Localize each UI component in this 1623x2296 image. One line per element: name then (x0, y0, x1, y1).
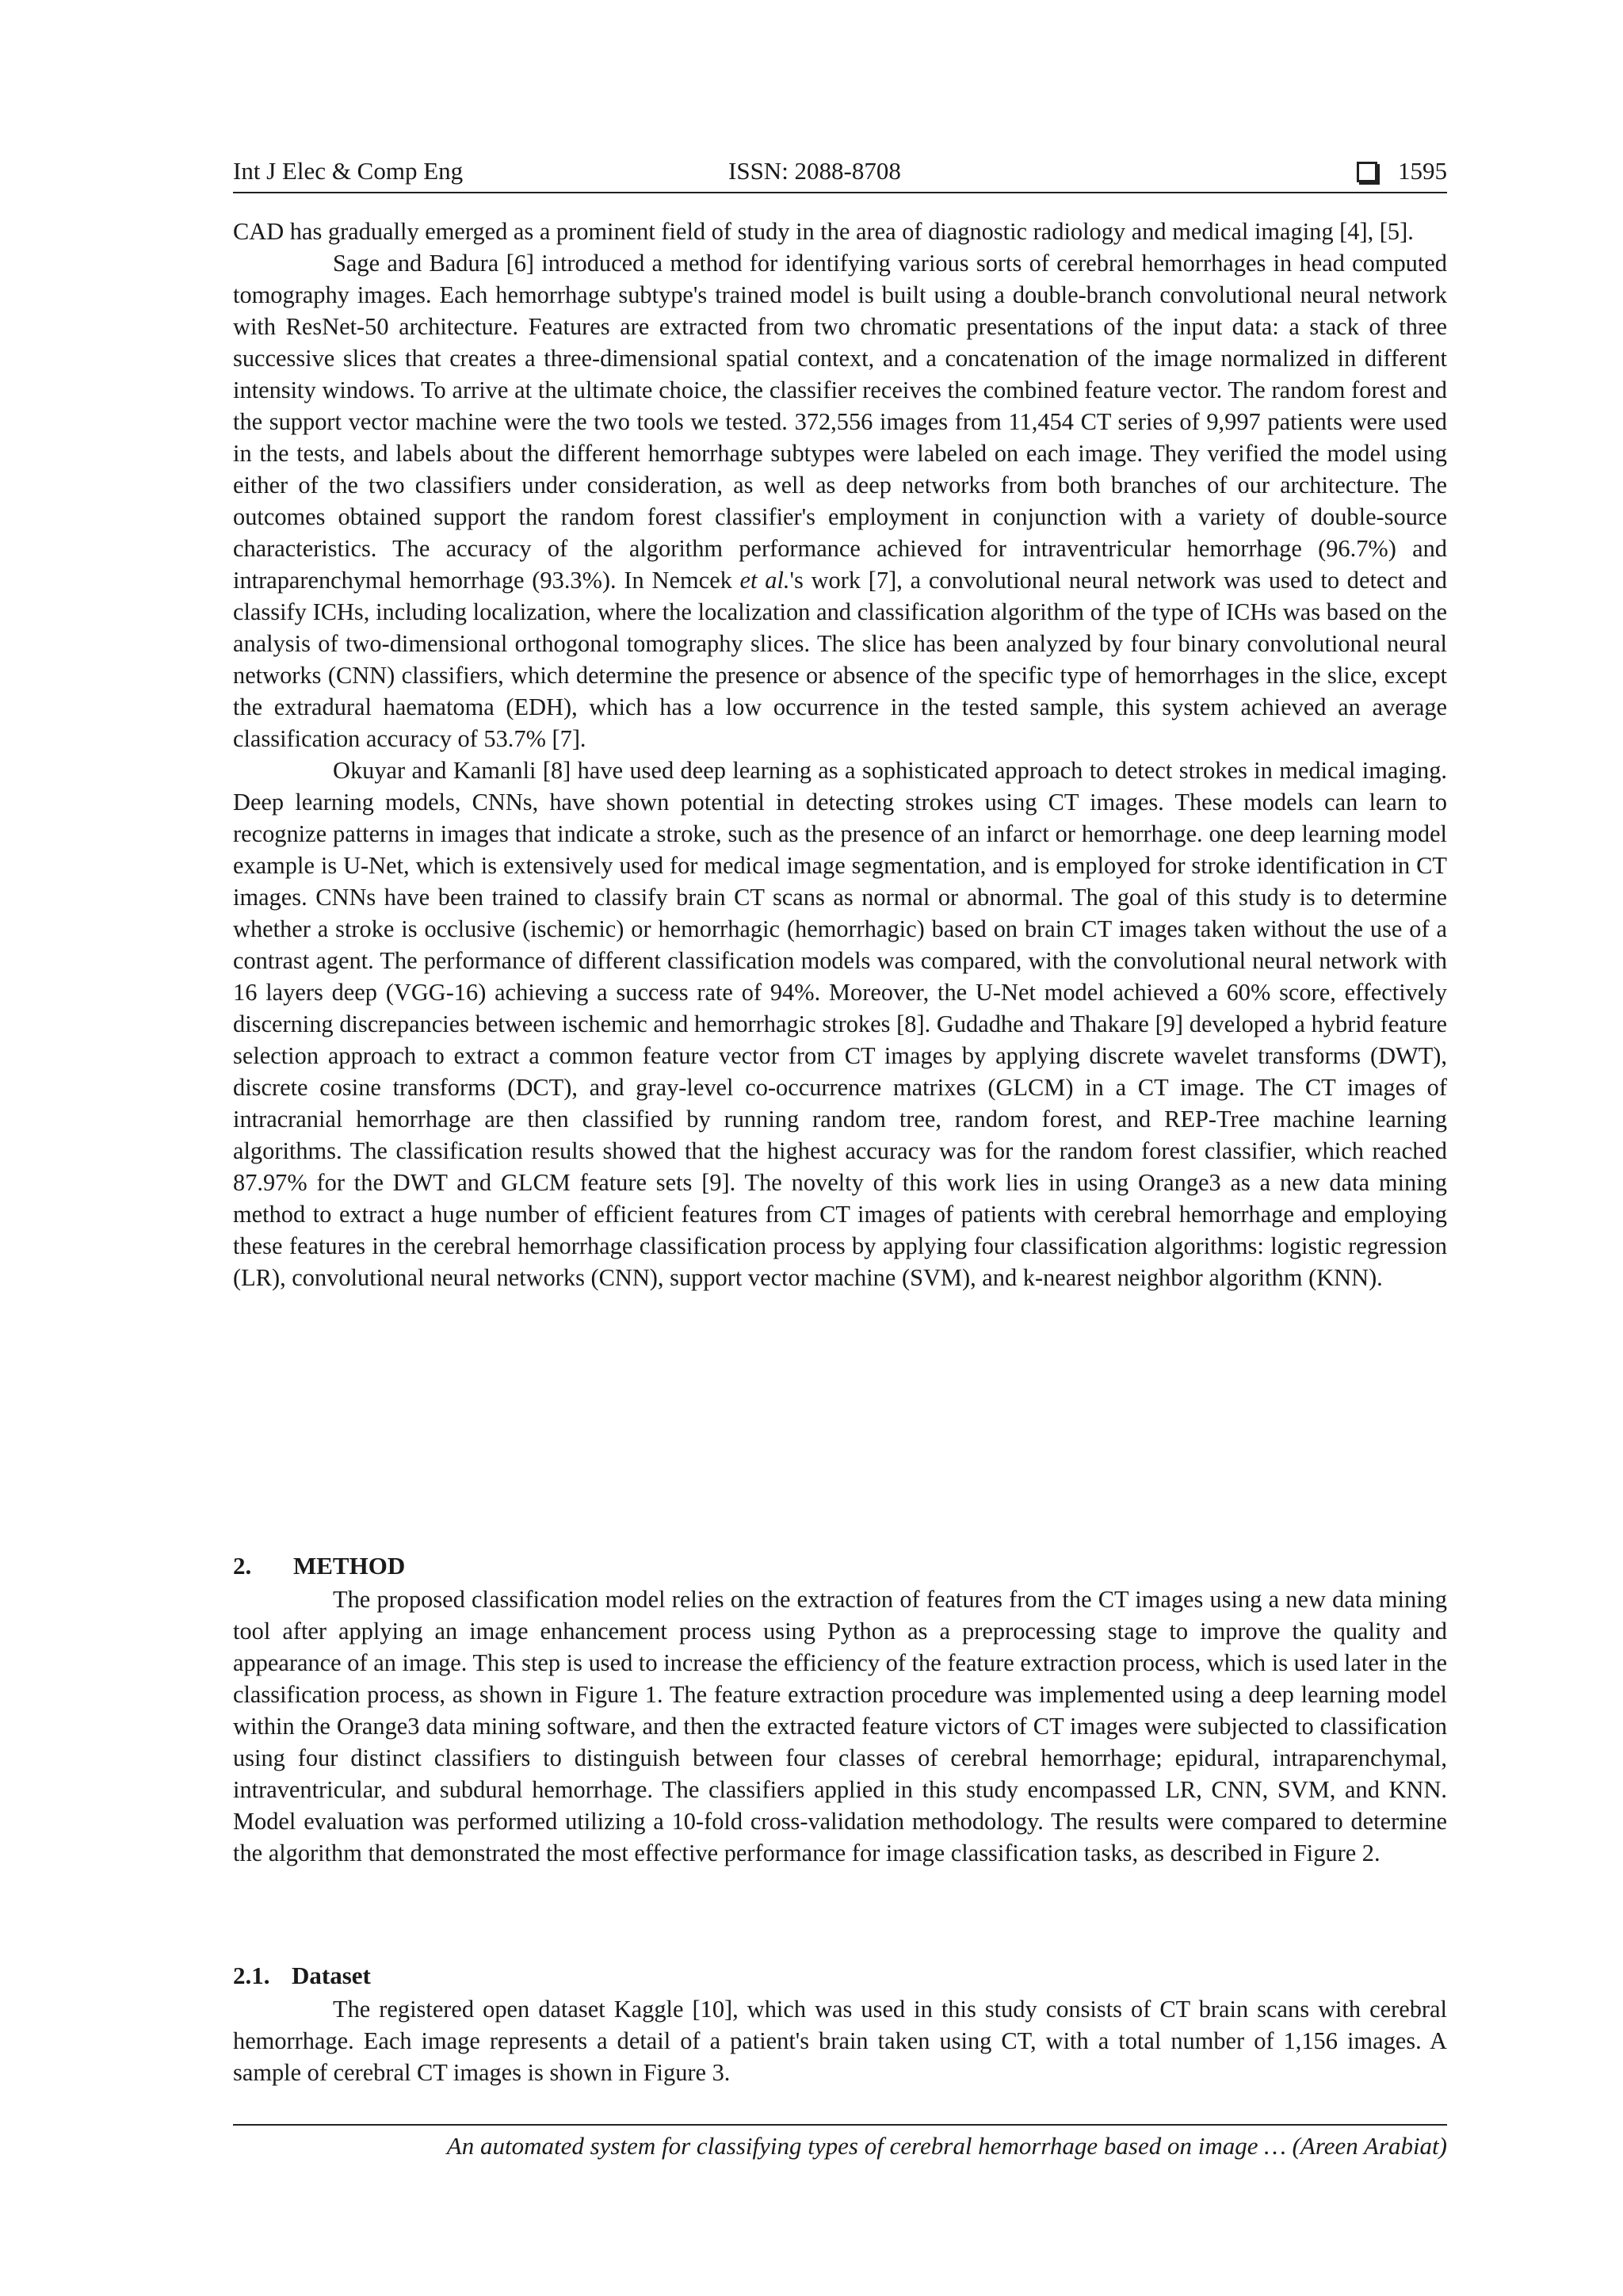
page-number: 1595 (1398, 157, 1447, 185)
et-al-italic: et al. (739, 567, 790, 594)
subsection-heading-dataset (233, 1962, 371, 1990)
paragraph-method: The proposed classification model relies on the extraction of features from the CT images using a new data mining tool after applying an image enhancement process using Python as a preprocessing stage to improve the quality and appearance of an image. This step is used to increase the efficiency of the feature extraction process, which is used later in the classification process, as shown in Figure 1. The feature extraction procedure was implemented using a deep learning model within the Orange3 data mining software, and then the extracted feature victors of CT images were subjected to classification using four distinct classifiers to distinguish between four classes of cerebral hemorrhage; epidural, intraparenchymal, intraventricular, and subdural hemorrhage. The classifiers applied in this study encompassed LR, CNN, SVM, and KNN. Model evaluation was performed utilizing a 10-fold cross-validation methodology. The results were compared to determine the algorithm that demonstrated the most effective performance for image classification tasks, as described in Figure 2. (233, 1586, 1447, 1866)
footer-divider (233, 2124, 1447, 2126)
checkbox-glyph-icon (1357, 162, 1377, 182)
dataset-text-block (233, 1993, 1447, 2088)
running-title: An automated system for classifying types of cerebral hemorrhage based on image … (Areen Arabiat) (446, 2132, 1447, 2160)
subsection-number: 2.1. (233, 1962, 270, 1989)
paragraph-dataset: The registered open dataset Kaggle [10], which was used in this study consists of CT brain scans with cerebral hemorrhage. Each image represents a detail of a patient's brain taken using CT, with a total number of 1,156 images. A sample of cerebral CT images is shown in Figure 3. (233, 1996, 1447, 2086)
paragraph-related-work-2: Okuyar and Kamanli [8] have used deep learning as a sophisticated approach to detect strokes in medical imaging. Deep learning models, CNNs, have shown potential in detecting strokes using CT images. These models can learn to recognize patterns in images that indicate a stroke, such as the presence of an infarct or hemorrhage. one deep learning model example is U-Net, which is extensively used for medical image segmentation, and is employed for stroke identification in CT images. CNNs have been trained to classify brain CT scans as normal or abnormal. The goal of this study is to determine whether a stroke is occlusive (ischemic) or hemorrhagic (hemorrhagic) based on brain CT images taken without the use of a contrast agent. The performance of different classification models was compared, with the convolutional neural network with 16 layers deep (VGG-16) achieving a success rate of 94%. Moreover, the U-Net model achieved a 60% score, effectively discerning discrepancies between ischemic and hemorrhagic strokes [8]. Gudadhe and Thakare [9] developed a hybrid feature selection approach to extract a common feature vector from CT images by applying discrete wavelet transforms (DWT), discrete cosine transforms (DCT), and gray-level co-occurrence matrixes (GLCM) in a CT image. The CT images of intracranial hemorrhage are then classified by running random tree, random forest, and REP-Tree machine learning algorithms. The classification results showed that the highest accuracy was for the random forest classifier, which reached 87.97% for the DWT and GLCM feature sets [9]. The novelty of this work lies in using Orange3 as a new data mining method to extract a huge number of efficient features from CT images of patients with cerebral hemorrhage and employing these features in the cerebral hemorrhage classification process by applying four classification algorithms: logistic regression (LR), convolutional neural networks (CNN), support vector machine (SVM), and k-nearest neighbor algorithm (KNN). (233, 757, 1447, 1291)
paragraph-intro: CAD has gradually emerged as a prominent field of study in the area of diagnostic radiology and medical imaging [4], [5]. (233, 218, 1414, 245)
page-header (233, 155, 1447, 193)
body-text-block (233, 216, 1447, 1293)
method-text-block (233, 1584, 1447, 1869)
issn-label: ISSN: 2088-8708 (728, 157, 901, 185)
journal-name: Int J Elec & Comp Eng (233, 157, 464, 185)
paragraph-related-work-1 (233, 247, 1447, 755)
paragraph-text: Sage and Badura [6] introduced a method for identifying various sorts of cerebral hemorrhages in head computed tomography images. Each hemorrhage subtype's trained model is built using a double-branch convolutional neural network with ResNet-50 architecture. Features are extracted from two chromatic presentations of the input data: a stack of three successive slices that creates a three-dimensional spatial context, and a concatenation of the image normalized in different intensity windows. To arrive at the ultimate choice, the classifier receives the combined feature vector. The random forest and the support vector machine were the two tools we tested. 372,556 images from 11,454 CT series of 9,997 patients were used in the tests, and labels about the different hemorrhage subtypes were labeled on each image. They verified the model using either of the two classifiers under consideration, as well as deep networks from both branches of our architecture. The outcomes obtained support the random forest classifier's employment in conjunction with a variety of double-source characteristics. The accuracy of the algorithm performance achieved for intraventricular hemorrhage (96.7%) and intraparenchymal hemorrhage (93.3%). In Nemcek (233, 250, 1447, 594)
section-number: 2. (233, 1552, 252, 1580)
section-title: METHOD (293, 1552, 406, 1580)
paragraph-text: 's work [7], a convolutional neural network was used to detect and classify ICHs, including localization, where the localization and classification algorithm of the type of ICHs was based on the analysis of two-dimensional orthogonal tomography slices. The slice has been analyzed by four binary convolutional neural networks (CNN) classifiers, which determine the presence or absence of the specific type of hemorrhages in the slice, except the extradural haematoma (EDH), which has a low occurrence in the tested sample, this system achieved an average classification accuracy of 53.7% [7]. (233, 567, 1447, 752)
subsection-title: Dataset (292, 1962, 371, 1989)
section-heading-method (233, 1552, 405, 1580)
